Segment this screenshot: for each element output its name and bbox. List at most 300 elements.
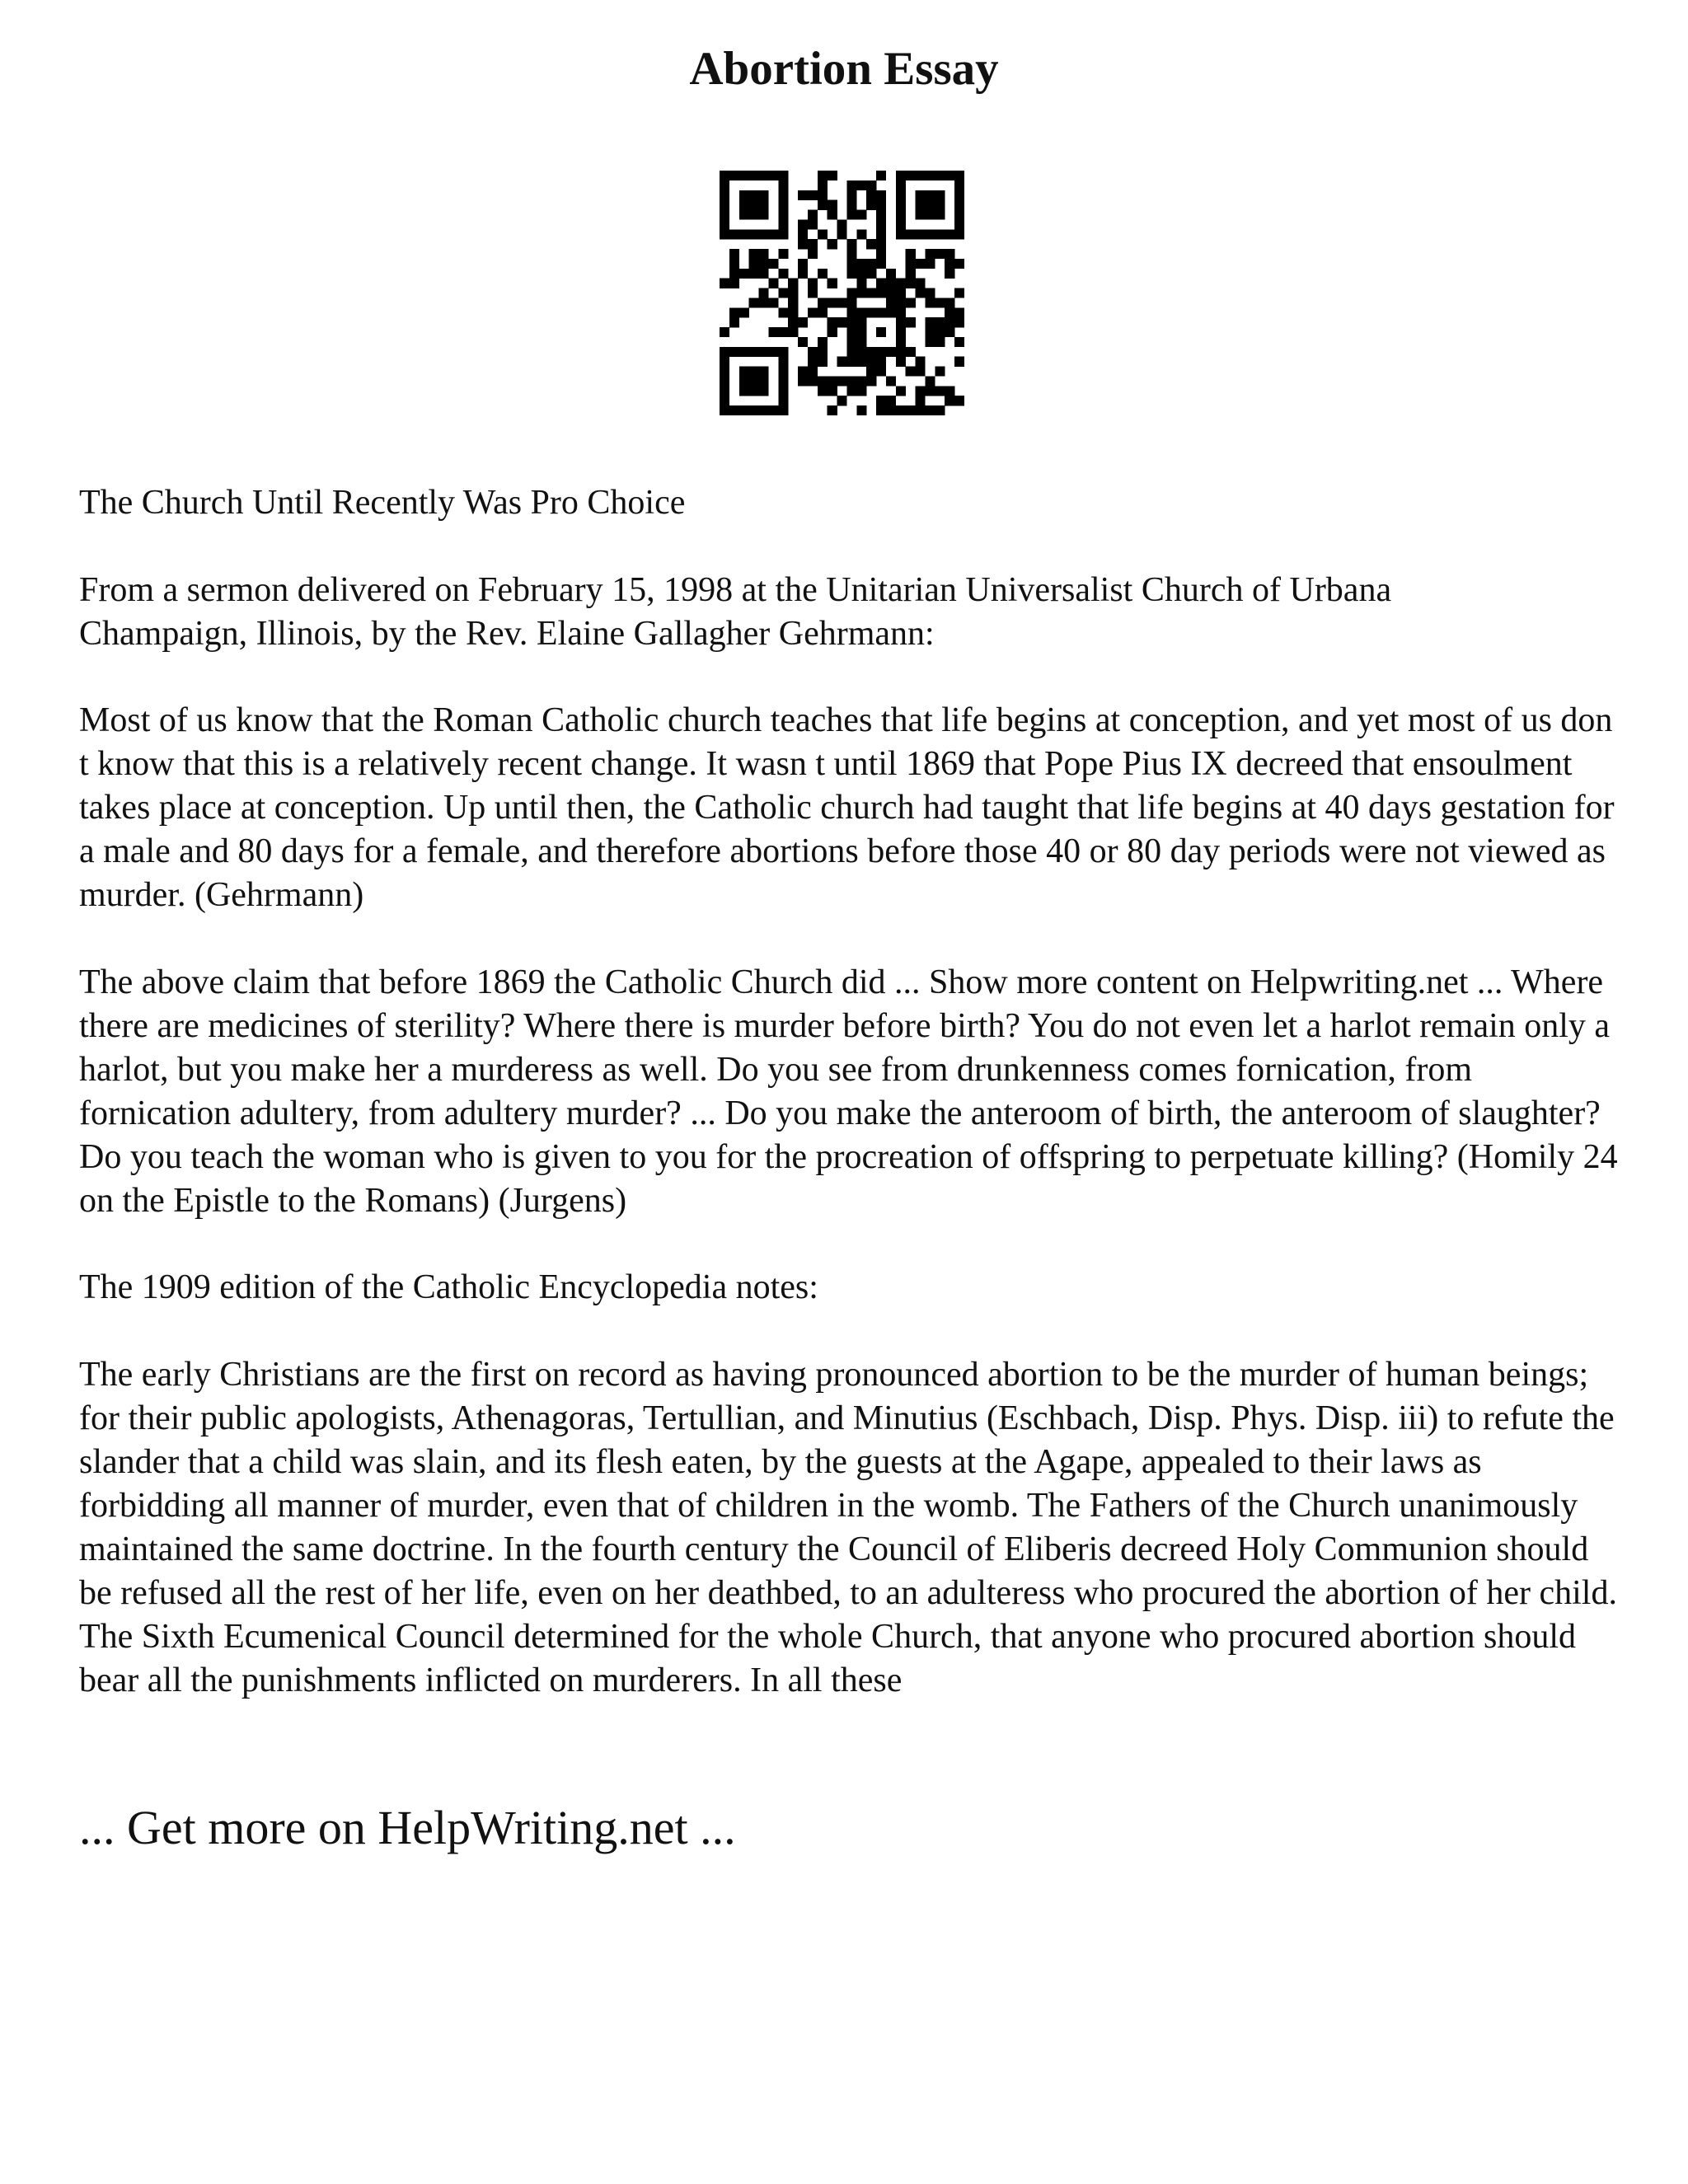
qr-module xyxy=(916,386,926,396)
qr-module xyxy=(846,269,856,279)
qr-module xyxy=(808,367,818,377)
qr-module xyxy=(818,307,828,317)
qr-module xyxy=(749,298,759,307)
qr-module xyxy=(778,405,788,415)
qr-module xyxy=(808,357,818,367)
qr-module xyxy=(906,405,916,415)
qr-module xyxy=(778,190,788,200)
qr-module xyxy=(778,347,788,357)
qr-module xyxy=(886,269,896,279)
qr-module xyxy=(856,259,866,269)
qr-module xyxy=(749,367,759,377)
qr-module xyxy=(896,386,906,396)
qr-module xyxy=(778,357,788,367)
qr-module xyxy=(729,405,739,415)
qr-module xyxy=(818,180,828,190)
qr-module xyxy=(720,405,729,415)
qr-module xyxy=(935,249,945,259)
qr-module xyxy=(945,307,954,317)
qr-module xyxy=(759,200,769,210)
qr-module xyxy=(925,386,935,396)
qr-module xyxy=(828,298,837,307)
qr-module xyxy=(935,210,945,220)
qr-module xyxy=(896,307,906,317)
qr-module xyxy=(906,298,916,307)
paragraph-encyclopedia-intro: The 1909 edition of the Catholic Encyclopedia notes: xyxy=(79,1268,818,1306)
qr-module xyxy=(729,249,739,259)
qr-module xyxy=(925,210,935,220)
qr-module xyxy=(886,298,896,307)
qr-module xyxy=(768,279,778,288)
qr-module xyxy=(759,229,769,239)
qr-module xyxy=(759,190,769,200)
qr-module xyxy=(866,259,876,269)
qr-module xyxy=(945,229,954,239)
qr-module xyxy=(866,288,876,298)
qr-module xyxy=(935,317,945,327)
qr-module xyxy=(828,239,837,249)
qr-module xyxy=(896,219,906,229)
qr-module xyxy=(945,171,954,180)
qr-module xyxy=(778,171,788,180)
qr-module xyxy=(896,357,906,367)
qr-module xyxy=(749,249,759,259)
qr-module xyxy=(720,190,729,200)
qr-module xyxy=(876,239,886,249)
qr-module xyxy=(818,298,828,307)
qr-module xyxy=(846,200,856,210)
qr-module xyxy=(720,396,729,405)
qr-module xyxy=(866,347,876,357)
qr-module xyxy=(739,269,749,279)
qr-module xyxy=(856,279,866,288)
qr-module xyxy=(925,259,935,269)
qr-module xyxy=(876,288,886,298)
qr-module xyxy=(925,327,935,337)
qr-module xyxy=(739,367,749,377)
qr-module xyxy=(896,317,906,327)
qr-module xyxy=(856,347,866,357)
qr-module xyxy=(876,259,886,269)
qr-module xyxy=(720,279,729,288)
qr-module xyxy=(828,210,837,220)
qr-module xyxy=(828,376,837,386)
qr-module xyxy=(720,180,729,190)
qr-module xyxy=(935,327,945,337)
qr-module xyxy=(896,180,906,190)
qr-module xyxy=(808,279,818,288)
qr-module xyxy=(778,219,788,229)
qr-module xyxy=(768,229,778,239)
qr-module xyxy=(856,405,866,415)
qr-module xyxy=(856,288,866,298)
qr-module xyxy=(808,307,818,317)
qr-module xyxy=(720,357,729,367)
qr-module xyxy=(729,279,739,288)
qr-module xyxy=(906,317,916,327)
qr-module xyxy=(808,210,818,220)
qr-module xyxy=(954,171,964,180)
qr-module xyxy=(896,298,906,307)
qr-module xyxy=(846,180,856,190)
qr-module xyxy=(759,298,769,307)
qr-module xyxy=(808,239,818,249)
qr-module xyxy=(749,386,759,396)
qr-module xyxy=(768,259,778,269)
qr-module xyxy=(935,405,945,415)
qr-module xyxy=(788,298,798,307)
qr-module xyxy=(945,249,954,259)
qr-module xyxy=(866,269,876,279)
qr-module xyxy=(916,229,926,239)
qr-module xyxy=(954,259,964,269)
qr-module xyxy=(720,171,729,180)
qr-module xyxy=(759,367,769,377)
qr-module xyxy=(788,317,798,327)
qr-module xyxy=(749,190,759,200)
qr-module xyxy=(866,180,876,190)
qr-module xyxy=(828,200,837,210)
qr-module xyxy=(749,259,759,269)
qr-module xyxy=(778,210,788,220)
qr-module xyxy=(778,180,788,190)
qr-module xyxy=(846,298,856,307)
paragraph-encyclopedia-quote: The early Christians are the first on record as having pronounced abortion to be the murder of human beings; for their public apologists, Athenagoras, Tertullian, and Minutius (Eschbach, Disp. Phys. Disp. iii) to refute the slander that a child was slain, and its flesh eaten, by the guests at the Agape, appealed to their laws as forbidding all manner of murder, even that of children in the womb. The Fathers of the Church unanimously maintained the same doctrine. In the fourth century the Council of Eliberis decreed Holy Communion should be refused all the rest of her life, even on her deathbed, to an adulteress who procured the abortion of her child. The Sixth Ecumenical Council determined for the whole Church, that anyone who procured abortion should bear all the punishments inflicted on murderers. In all these xyxy=(79,1356,1617,1699)
qr-module xyxy=(759,405,769,415)
qr-module xyxy=(876,396,886,405)
qr-module xyxy=(818,376,828,386)
qr-module xyxy=(759,269,769,279)
qr-module xyxy=(896,210,906,220)
qr-module xyxy=(788,307,798,317)
qr-module xyxy=(954,307,964,317)
qr-module xyxy=(886,279,896,288)
qr-module xyxy=(818,229,828,239)
qr-module xyxy=(925,317,935,327)
qr-module xyxy=(818,171,828,180)
qr-module xyxy=(925,298,935,307)
qr-module xyxy=(916,357,926,367)
qr-module xyxy=(856,337,866,347)
qr-module xyxy=(846,190,856,200)
qr-module xyxy=(798,337,808,347)
qr-module xyxy=(954,200,964,210)
qr-module xyxy=(818,386,828,396)
qr-module xyxy=(778,307,788,317)
qr-module xyxy=(954,396,964,405)
paragraph-gehrmann-quote: Most of us know that the Roman Catholic church teaches that life begins at conception, and yet most of us don t know that this is a relatively recent change. It wasn t until 1869 that Pope Pius IX decreed that ensoulment takes place at conception. Up until then, the Catholic church had taught that life begins at 40 days gestation for a male and 80 days for a female, and therefore abortions before those 40 or 80 day periods were not viewed as murder. (Gehrmann) xyxy=(79,701,1615,914)
qr-module xyxy=(739,307,749,317)
qr-module xyxy=(925,229,935,239)
qr-module xyxy=(739,200,749,210)
qr-module xyxy=(954,317,964,327)
qr-module xyxy=(945,269,954,279)
qr-module xyxy=(837,357,847,367)
qr-module xyxy=(729,229,739,239)
qr-module xyxy=(846,386,856,396)
qr-module xyxy=(876,171,886,180)
qr-module xyxy=(778,367,788,377)
qr-module xyxy=(846,210,856,220)
qr-module xyxy=(798,229,808,239)
qr-module xyxy=(916,279,926,288)
qr-module xyxy=(828,405,837,415)
qr-module xyxy=(935,190,945,200)
qr-module xyxy=(886,307,896,317)
qr-module xyxy=(916,200,926,210)
qr-module xyxy=(759,249,769,259)
qr-module xyxy=(768,347,778,357)
qr-module xyxy=(749,405,759,415)
qr-module xyxy=(837,298,847,307)
qr-module xyxy=(935,337,945,347)
qr-module xyxy=(818,269,828,279)
qr-module xyxy=(954,190,964,200)
qr-module xyxy=(886,405,896,415)
qr-module xyxy=(828,171,837,180)
qr-module xyxy=(866,200,876,210)
qr-module xyxy=(720,200,729,210)
qr-module xyxy=(896,190,906,200)
qr-module xyxy=(896,229,906,239)
qr-module xyxy=(846,327,856,337)
qr-module xyxy=(768,171,778,180)
qr-module xyxy=(856,327,866,337)
qr-module xyxy=(788,288,798,298)
qr-module xyxy=(808,376,818,386)
qr-module xyxy=(935,367,945,377)
qr-module xyxy=(935,298,945,307)
qr-module xyxy=(896,200,906,210)
qr-module xyxy=(768,405,778,415)
qr-module xyxy=(778,288,788,298)
qr-module xyxy=(778,376,788,386)
qr-module xyxy=(916,171,926,180)
qr-module xyxy=(954,180,964,190)
qr-module xyxy=(925,190,935,200)
qr-module xyxy=(846,347,856,357)
qr-module xyxy=(896,347,906,357)
qr-module xyxy=(886,376,896,386)
qr-module xyxy=(925,376,935,386)
qr-module xyxy=(896,279,906,288)
section-heading: The Church Until Recently Was Pro Choice xyxy=(79,484,686,522)
qr-module xyxy=(749,229,759,239)
qr-module xyxy=(954,357,964,367)
qr-module xyxy=(916,405,926,415)
qr-module xyxy=(739,229,749,239)
qr-module xyxy=(866,239,876,249)
qr-module xyxy=(846,239,856,249)
qr-module xyxy=(916,288,926,298)
qr-module xyxy=(925,337,935,347)
qr-module xyxy=(808,219,818,229)
qr-module xyxy=(945,396,954,405)
qr-module xyxy=(856,386,866,396)
qr-module xyxy=(808,249,818,259)
qr-module xyxy=(720,229,729,239)
qr-module xyxy=(906,171,916,180)
qr-module xyxy=(846,357,856,367)
qr-module xyxy=(886,396,896,405)
qr-module xyxy=(876,210,886,220)
qr-module xyxy=(866,190,876,200)
qr-module xyxy=(720,219,729,229)
qr-module xyxy=(876,357,886,367)
qr-module xyxy=(759,210,769,220)
qr-module xyxy=(729,171,739,180)
qr-module xyxy=(768,298,778,307)
qr-module xyxy=(876,249,886,259)
qr-module xyxy=(837,317,847,327)
qr-module xyxy=(788,279,798,288)
qr-module xyxy=(749,376,759,386)
qr-module xyxy=(925,405,935,415)
qr-module xyxy=(818,357,828,367)
qr-code-icon xyxy=(720,171,964,415)
qr-module xyxy=(925,288,935,298)
qr-module xyxy=(916,210,926,220)
qr-module xyxy=(720,210,729,220)
qr-module xyxy=(729,307,739,317)
qr-module xyxy=(759,386,769,396)
qr-module xyxy=(837,219,847,229)
qr-module xyxy=(925,171,935,180)
qr-module xyxy=(945,317,954,327)
qr-module xyxy=(808,288,818,298)
qr-module xyxy=(739,405,749,415)
qr-module xyxy=(828,386,837,396)
paragraph-homily-quote: The above claim that before 1869 the Catholic Church did ... Show more content on Helpwriting.net ... Where there are medicines of sterility? Where there is murder before birth? You do not even let a harlot remain only a harlot, but you make her a murderess as well. Do you see from drunkenness comes fornication, from fornication adultery, from adultery murder? ... Do you make the anteroom of birth, the anteroom of slaughter? Do you teach the woman who is given to you for the procreation of offspring to perpetuate killing? (Homily 24 on the Epistle to the Romans) (Jurgens) xyxy=(79,963,1618,1220)
qr-module xyxy=(739,376,749,386)
qr-module xyxy=(778,386,788,396)
qr-module xyxy=(856,307,866,317)
qr-module xyxy=(866,376,876,386)
qr-module xyxy=(818,337,828,347)
qr-module xyxy=(876,190,886,200)
qr-module xyxy=(896,327,906,337)
qr-module xyxy=(906,279,916,288)
qr-module xyxy=(945,259,954,269)
qr-module xyxy=(720,376,729,386)
qr-module xyxy=(778,327,788,337)
qr-module xyxy=(876,367,886,377)
qr-module xyxy=(798,219,808,229)
qr-module xyxy=(798,269,808,279)
qr-module xyxy=(729,259,739,269)
qr-module xyxy=(886,288,896,298)
qr-module xyxy=(749,269,759,279)
qr-module xyxy=(798,376,808,386)
qr-module xyxy=(729,347,739,357)
qr-module xyxy=(935,386,945,396)
qr-module xyxy=(906,347,916,357)
qr-module xyxy=(954,337,964,347)
qr-module xyxy=(846,317,856,327)
qr-module xyxy=(846,337,856,347)
qr-module xyxy=(828,317,837,327)
qr-module xyxy=(945,298,954,307)
qr-module xyxy=(856,357,866,367)
qr-module xyxy=(759,171,769,180)
qr-module xyxy=(768,327,778,337)
qr-module xyxy=(876,307,886,317)
qr-module xyxy=(896,405,906,415)
qr-module xyxy=(945,327,954,337)
qr-module xyxy=(886,347,896,357)
get-more-link[interactable]: ... Get more on HelpWriting.net ... xyxy=(79,1801,736,1854)
qr-module xyxy=(866,357,876,367)
paragraph-sermon-intro: From a sermon delivered on February 15, 1998 at the Unitarian Universalist Church of Urbana Champaign, Illinois, by the Rev. Elaine Gallagher Gehrmann: xyxy=(79,571,1392,653)
qr-module xyxy=(828,279,837,288)
qr-module xyxy=(759,259,769,269)
qr-module xyxy=(906,269,916,279)
qr-module xyxy=(925,200,935,210)
qr-module xyxy=(916,190,926,200)
qr-module xyxy=(846,376,856,386)
qr-module xyxy=(935,229,945,239)
qr-module xyxy=(906,249,916,259)
qr-module xyxy=(876,279,886,288)
page-title: Abortion Essay xyxy=(689,43,999,95)
qr-module xyxy=(739,386,749,396)
qr-module xyxy=(916,396,926,405)
qr-module xyxy=(808,347,818,357)
qr-module xyxy=(896,337,906,347)
qr-module xyxy=(954,229,964,239)
qr-module xyxy=(778,269,788,279)
qr-module xyxy=(906,229,916,239)
qr-module xyxy=(876,405,886,415)
qr-module xyxy=(935,200,945,210)
qr-module xyxy=(759,347,769,357)
qr-module xyxy=(739,190,749,200)
qr-module xyxy=(916,367,926,377)
qr-module xyxy=(818,190,828,200)
qr-module xyxy=(837,229,847,239)
qr-module xyxy=(906,367,916,377)
qr-module xyxy=(876,327,886,337)
qr-module xyxy=(798,190,808,200)
qr-module xyxy=(739,171,749,180)
qr-module xyxy=(778,229,788,239)
qr-module xyxy=(896,171,906,180)
qr-module xyxy=(954,219,964,229)
qr-module xyxy=(798,367,808,377)
qr-module xyxy=(808,190,818,200)
qr-module xyxy=(866,307,876,317)
qr-module xyxy=(846,259,856,269)
qr-module xyxy=(837,376,847,386)
qr-module xyxy=(925,249,935,259)
qr-module xyxy=(876,200,886,210)
qr-module xyxy=(788,327,798,337)
qr-module xyxy=(876,229,886,239)
qr-module xyxy=(720,327,729,337)
qr-module xyxy=(778,200,788,210)
qr-module xyxy=(749,347,759,357)
qr-module xyxy=(798,317,808,327)
qr-module xyxy=(720,347,729,357)
qr-module xyxy=(749,210,759,220)
qr-module xyxy=(954,288,964,298)
qr-module xyxy=(935,171,945,180)
qr-module xyxy=(798,259,808,269)
qr-module xyxy=(856,317,866,327)
qr-module xyxy=(945,386,954,396)
qr-module xyxy=(759,376,769,386)
qr-module xyxy=(856,180,866,190)
